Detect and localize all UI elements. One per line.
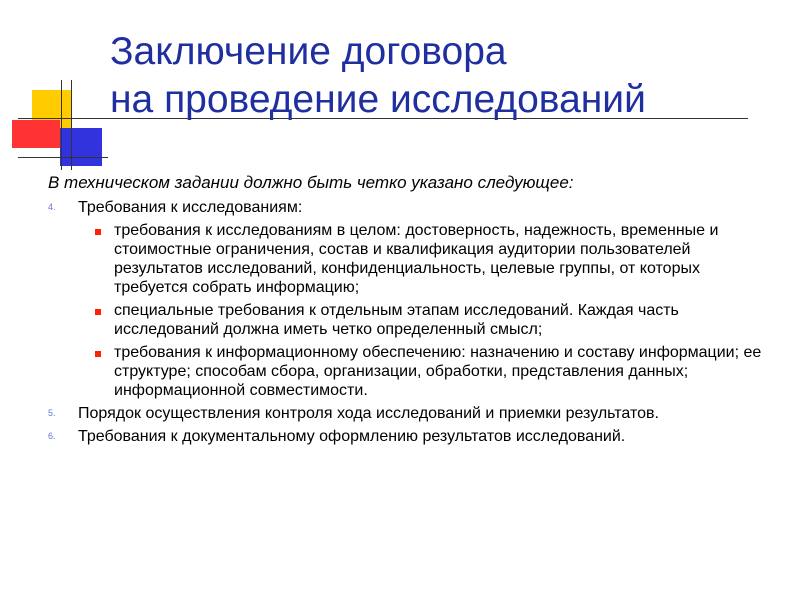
list-number: 4. [48, 202, 56, 212]
main-list [48, 198, 778, 446]
decor-vertical-line-2 [71, 80, 72, 170]
red-square-bullet-icon [95, 309, 101, 315]
decor-red-square [12, 120, 60, 148]
red-square-bullet-icon [95, 229, 101, 235]
list-item-5 [48, 404, 778, 423]
sub-list-item [78, 343, 778, 400]
slide-content [48, 172, 778, 450]
sub-list-item-text: требования к информационному обеспечению: назначению и составу информации; ее структуре; способам сбора, организации, обработки, представления данных; информационной совместимости. [114, 344, 762, 399]
list-item-6 [48, 427, 778, 446]
sub-list-item [78, 221, 778, 297]
list-item-text: Требования к исследованиям: [78, 199, 303, 216]
sub-list-item-text: специальные требования к отдельным этапам исследований. Каждая часть исследований должна иметь четко определенный смысл; [114, 302, 679, 338]
decor-horizontal-line-short [18, 157, 108, 158]
title-line-2: на проведение исследований [110, 78, 646, 121]
title-line-1: Заключение договора [110, 30, 507, 73]
decor-blue-square [60, 128, 102, 166]
list-item-text: Требования к документальному оформлению результатов исследований. [78, 428, 626, 445]
list-number: 6. [48, 431, 56, 441]
list-number: 5. [48, 408, 56, 418]
list-item-text: Порядок осуществления контроля хода исследований и приемки результатов. [78, 405, 659, 422]
sub-list [78, 221, 778, 400]
list-item-4 [48, 198, 778, 400]
sub-list-item-text: требования к исследованиям в целом: достоверность, надежность, временные и стоимостные ограничения, состав и квалификация аудитории пользователей результатов исследований, конфиденциальность, целевые группы, от которых требуется собрать информацию; [114, 222, 719, 296]
red-square-bullet-icon [95, 351, 101, 357]
intro-text: В техническом задании должно быть четко указано следующее: [48, 173, 574, 192]
decor-vertical-line [61, 80, 62, 170]
slide-title [110, 28, 790, 124]
sub-list-item [78, 301, 778, 339]
